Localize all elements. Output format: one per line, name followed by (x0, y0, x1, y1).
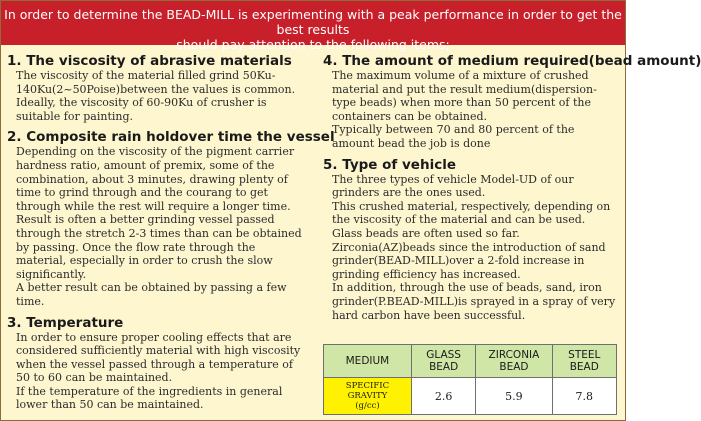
cell-glass-bead: 2.6 (411, 378, 475, 415)
section-body (7, 69, 307, 123)
right-column (323, 53, 701, 328)
section-title: 3. Temperature (7, 314, 124, 331)
section-viscosity (7, 53, 307, 123)
paragraph: The three types of vehicle Model-UD of our grinders are the ones used. (332, 172, 574, 200)
paragraph: In order to ensure proper cooling effects that are considered sufficiently material with high viscosity when the vessel passed through a temperature of 50 to 60 can be maintained. (16, 330, 301, 385)
section-body (7, 331, 307, 413)
row-label-specific-gravity: SPECIFIC GRAVITY (g/cc) (324, 378, 412, 415)
section-title: 5. Type of vehicle (323, 156, 456, 173)
section-body (323, 173, 619, 323)
header-line-2: should pay attention to the following items; (176, 37, 450, 52)
paragraph: Result is often a better grinding vessel passed through the stretch 2-3 times than can be obtained by passing. Once the flow rate through the material, especially in order to crush the slow significantly. (16, 213, 302, 281)
column-header-glass-bead: GLASS BEAD (411, 345, 475, 378)
section-holdover-time (7, 129, 335, 308)
paragraph: A better result can be obtained by passing a few time. (16, 281, 287, 308)
section-temperature (7, 315, 307, 413)
cell-steel-bead: 7.8 (552, 378, 616, 415)
paragraph: The viscosity of the material filled grind 50Ku-140Ku(2~50Poise)between the values is common. Ideally, the viscosity of 60-90Ku of crusher is suitable for painting. (16, 69, 296, 123)
section-medium-amount (323, 53, 701, 151)
paragraph: Typically between 70 and 80 percent of the amount bead the job is done (332, 123, 575, 150)
table-header-row (324, 345, 617, 378)
specific-gravity-table (323, 344, 617, 415)
section-body (323, 69, 619, 151)
column-header-medium: MEDIUM (324, 345, 412, 378)
header-line-1: In order to determine the BEAD-MILL is experimenting with a peak performance in order to get the best results (4, 7, 622, 37)
cell-zirconia-bead: 5.9 (476, 378, 552, 415)
paragraph: In addition, through the use of beads, sand, iron grinder(P.BEAD-MILL)is sprayed in a spray of very hard carbon have been successful. (332, 281, 616, 322)
paragraph: Depending on the viscosity of the pigment carrier hardness ratio, amount of premix, some of the combination, about 3 minutes, drawing plenty of time to grind through and the courang to get through while the rest will require a longer time. (16, 145, 295, 213)
left-column (7, 53, 335, 418)
paragraph: This crushed material, respectively, depending on the viscosity of the material and can be used. (332, 199, 611, 227)
paragraph: If the temperature of the ingredients in general lower than 50 can be maintained. (16, 384, 283, 412)
header-banner (1, 1, 625, 52)
paragraph: Zirconia(AZ)beads since the introduction of sand grinder(BEAD-MILL)over a 2-fold increase in grinding efficiency has increased. (332, 240, 606, 281)
table-row (324, 378, 617, 415)
paragraph: The maximum volume of a mixture of crushed material and put the result medium(dispersion-type beads) when more than 50 percent of the containers can be obtained. (332, 69, 597, 123)
paragraph: Glass beads are often used so far. (332, 226, 520, 240)
section-body (7, 145, 307, 308)
section-title: 4. The amount of medium required(bead amount) (323, 53, 701, 69)
section-title: 2. Composite rain holdover time the vessel (7, 129, 335, 146)
column-header-steel-bead: STEEL BEAD (552, 345, 616, 378)
section-vehicle-type (323, 157, 619, 323)
column-header-zirconia-bead: ZIRCONIA BEAD (476, 345, 552, 378)
section-title: 1. The viscosity of abrasive materials (7, 53, 292, 69)
